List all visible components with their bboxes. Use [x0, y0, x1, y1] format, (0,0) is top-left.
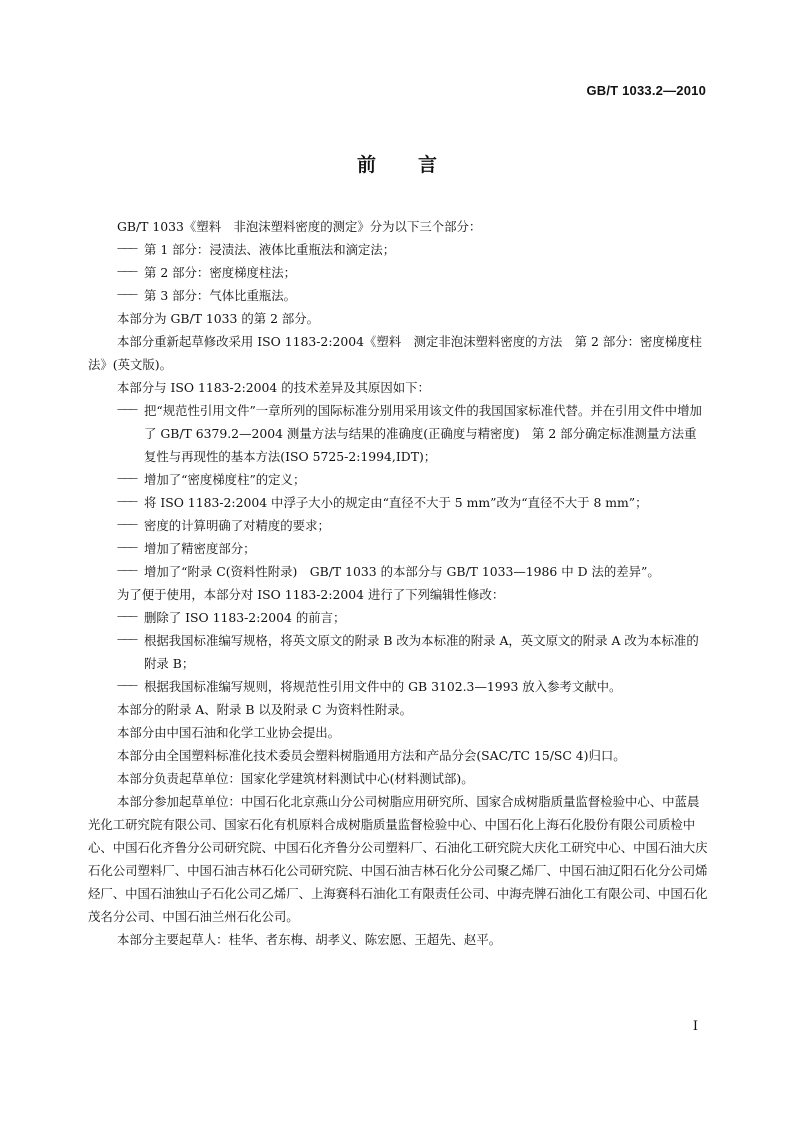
paragraph: 本部分重新起草修改采用 ISO 1183-2:2004《塑料 测定非泡沫塑料密度的方法 第 2 部分：密度梯度柱法》(英文版)。 [88, 334, 702, 372]
paragraph: 为了便于使用，本部分对 ISO 1183-2:2004 进行了下列编辑性修改： [117, 587, 505, 602]
list-item: ——— 增加了“附录 C(资料性附录) GB/T 1033 的本部分与 GB/T 1033—1986 中 D 法的差异”。 [88, 560, 708, 583]
list-item: ——— 把“规范性引用文件”一章所列的国际标准分别用采用该文件的我国国家标准代替。并在引用文件中增加了 GB/T 6379.2—2004 测量方法与结果的准确度(正确度与精密度) 第 2 部分确定标准测量方法重复性与再现性的基本方法(ISO 5725-2:1994,IDT)； [88, 399, 708, 468]
list-item: ——— 第 1 部分：浸渍法、液体比重瓶法和滴定法； [88, 238, 708, 261]
list-item: ——— 将 ISO 1183-2:2004 中浮子大小的规定由“直径不大于 5 mm”改为“直径不大于 8 mm”； [88, 491, 708, 514]
list-item: ——— 删除了 ISO 1183-2:2004 的前言； [88, 606, 708, 629]
document-body [88, 215, 708, 951]
list-item: ——— 增加了精密度部分； [88, 537, 708, 560]
page-title: 前言 [356, 154, 479, 176]
paragraph: GB/T 1033《塑料 非泡沫塑料密度的测定》分为以下三个部分： [117, 219, 482, 234]
paragraph: 本部分与 ISO 1183-2:2004 的技术差异及其原因如下： [117, 380, 430, 395]
list-item: ——— 增加了“密度梯度柱”的定义； [88, 468, 708, 491]
list-item: ——— 第 2 部分：密度梯度柱法； [88, 261, 708, 284]
page-number: I [692, 1019, 698, 1034]
paragraph: 本部分由中国石油和化学工业协会提出。 [117, 725, 341, 740]
paragraph: 本部分由全国塑料标准化技术委员会塑料树脂通用方法和产品分会(SAC/TC 15/SC 4)归口。 [117, 748, 626, 763]
paragraph: 本部分参加起草单位：中国石化北京燕山分公司树脂应用研究所、国家合成树脂质量监督检验中心、中蓝晨光化工研究院有限公司、国家石化有机原料合成树脂质量监督检验中心、中国石化上海石化股份有限公司质检中心、中国石化齐鲁分公司研究院、中国石化齐鲁分公司塑料厂、石油化工研究院大庆化工研究中心、中国石油大庆石化公司塑料厂、中国石油吉林石化公司研究院、中国石油吉林石化分公司聚乙烯厂、中国石油辽阳石化分公司烯烃厂、中国石油独山子石化公司乙烯厂、上海赛科石油化工有限责任公司、中海壳牌石油化工有限公司、中国石化茂名分公司、中国石油兰州石化公司。 [88, 794, 708, 924]
list-item: ——— 根据我国标准编写规格，将英文原文的附录 B 改为本标准的附录 A，英文原文的附录 A 改为本标准的附录 B； [88, 629, 708, 675]
list-item: ——— 根据我国标准编写规则，将规范性引用文件中的 GB 3102.3—1993 放入参考文献中。 [88, 675, 708, 698]
list-item: ——— 密度的计算明确了对精度的要求； [88, 514, 708, 537]
standard-code: GB/T 1033.2—2010 [586, 83, 706, 98]
list-item: ——— 第 3 部分：气体比重瓶法。 [88, 284, 708, 307]
paragraph: 本部分为 GB/T 1033 的第 2 部分。 [117, 311, 320, 326]
paragraph: 本部分的附录 A、附录 B 以及附录 C 为资料性附录。 [117, 702, 413, 717]
paragraph: 本部分主要起草人：桂华、者东梅、胡孝义、陈宏愿、王超先、赵平。 [117, 932, 502, 947]
paragraph: 本部分负责起草单位：国家化学建筑材料测试中心(材料测试部)。 [117, 771, 474, 786]
